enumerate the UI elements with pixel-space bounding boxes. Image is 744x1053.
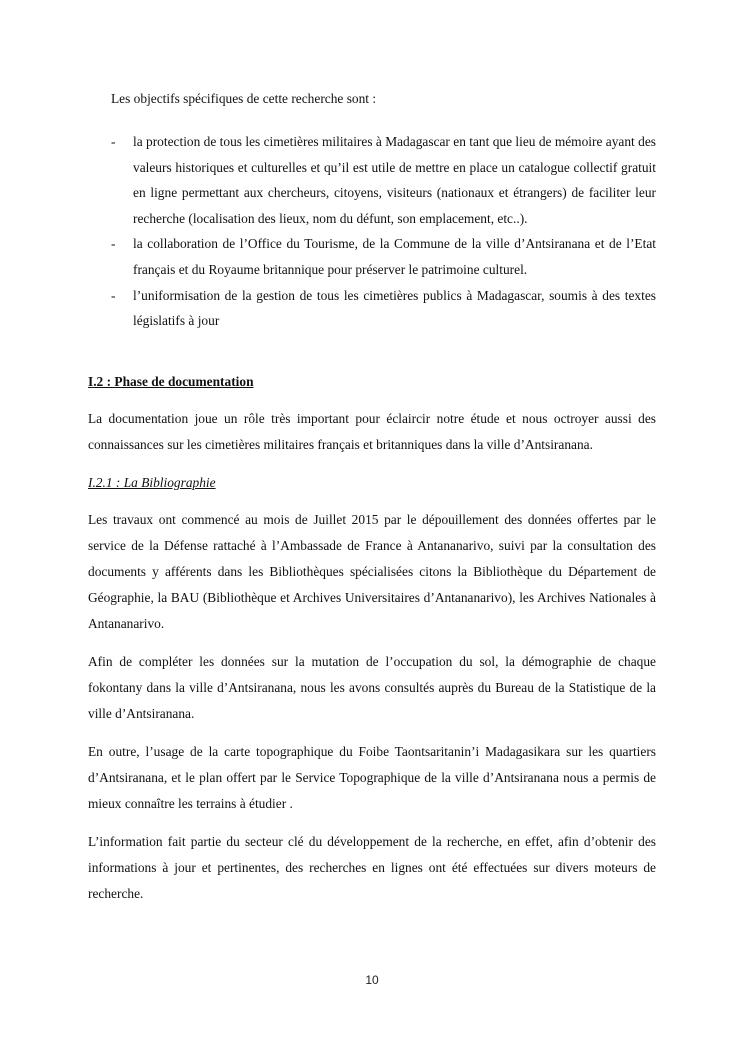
paragraph: Afin de compléter les données sur la mutation de l’occupation du sol, la démographie de chaque fokontany dans la ville d’Antsiranana, nous les avons consultés auprès du Bureau de la Statistique de la ville d’Antsiranana. xyxy=(88,653,656,721)
page-number: 10 xyxy=(365,973,379,987)
section-intro-paragraph: La documentation joue un rôle très important pour éclaircir notre étude et nous octroyer aussi des connaissances sur les cimetières militaires français et britanniques dans la ville d’Antsiranana. xyxy=(88,410,656,452)
list-item-text: l’uniformisation de la gestion de tous les cimetières publics à Madagascar, soumis à des textes législatifs à jour xyxy=(133,287,656,329)
bullet-dash: - xyxy=(111,287,116,303)
list-item xyxy=(88,283,656,334)
paragraph: Les travaux ont commencé au mois de Juillet 2015 par le dépouillement des données offertes par le service de la Défense rattaché à l’Ambassade de France à Antananarivo, suivi par la consultation des documents y afférents dans les Bibliothèques spécialisées citons la Bibliothèque du Département de Géographie, la BAU (Bibliothèque et Archives Universitaires d’Antananarivo), les Archives Nationales à Antananarivo. xyxy=(88,511,656,631)
section-heading: I.2 : Phase de documentation xyxy=(88,373,254,389)
bullet-dash: - xyxy=(111,236,116,252)
list-item xyxy=(88,231,656,282)
list-item-text: la collaboration de l’Office du Tourisme, de la Commune de la ville d’Antsiranana et de l’Etat français et du Royaume britannique pour préserver le patrimoine culturel. xyxy=(133,236,656,277)
paragraph: En outre, l’usage de la carte topographique du Foibe Taontsaritanin’i Madagasikara sur les quartiers d’Antsiranana, et le plan offert par le Service Topographique de la ville d’Antsiranana nous a permis de mieux connaître les terrains à étudier . xyxy=(88,743,656,811)
list-item xyxy=(88,129,656,231)
objectives-list xyxy=(88,129,656,334)
subsection-heading: I.2.1 : La Bibliographie xyxy=(88,474,216,490)
objectives-intro: Les objectifs spécifiques de cette recherche sont : xyxy=(111,91,377,106)
list-item-text: la protection de tous les cimetières militaires à Madagascar en tant que lieu de mémoire ayant des valeurs historiques et culturelles et qu’il est utile de mettre en place un catalogue collectif gratuit en ligne permettant aux chercheurs, citoyens, visiteurs (nationaux et étrangers) de faciliter leur recherche (localisation des lieux, nom du défunt, son emplacement, etc..). xyxy=(133,134,656,226)
bullet-dash: - xyxy=(111,134,116,149)
paragraph: L’information fait partie du secteur clé du développement de la recherche, en effet, afin d’obtenir des informations à jour et pertinentes, des recherches en lignes ont été effectuées sur divers moteurs de recherche. xyxy=(88,833,656,901)
document-page xyxy=(88,87,656,907)
